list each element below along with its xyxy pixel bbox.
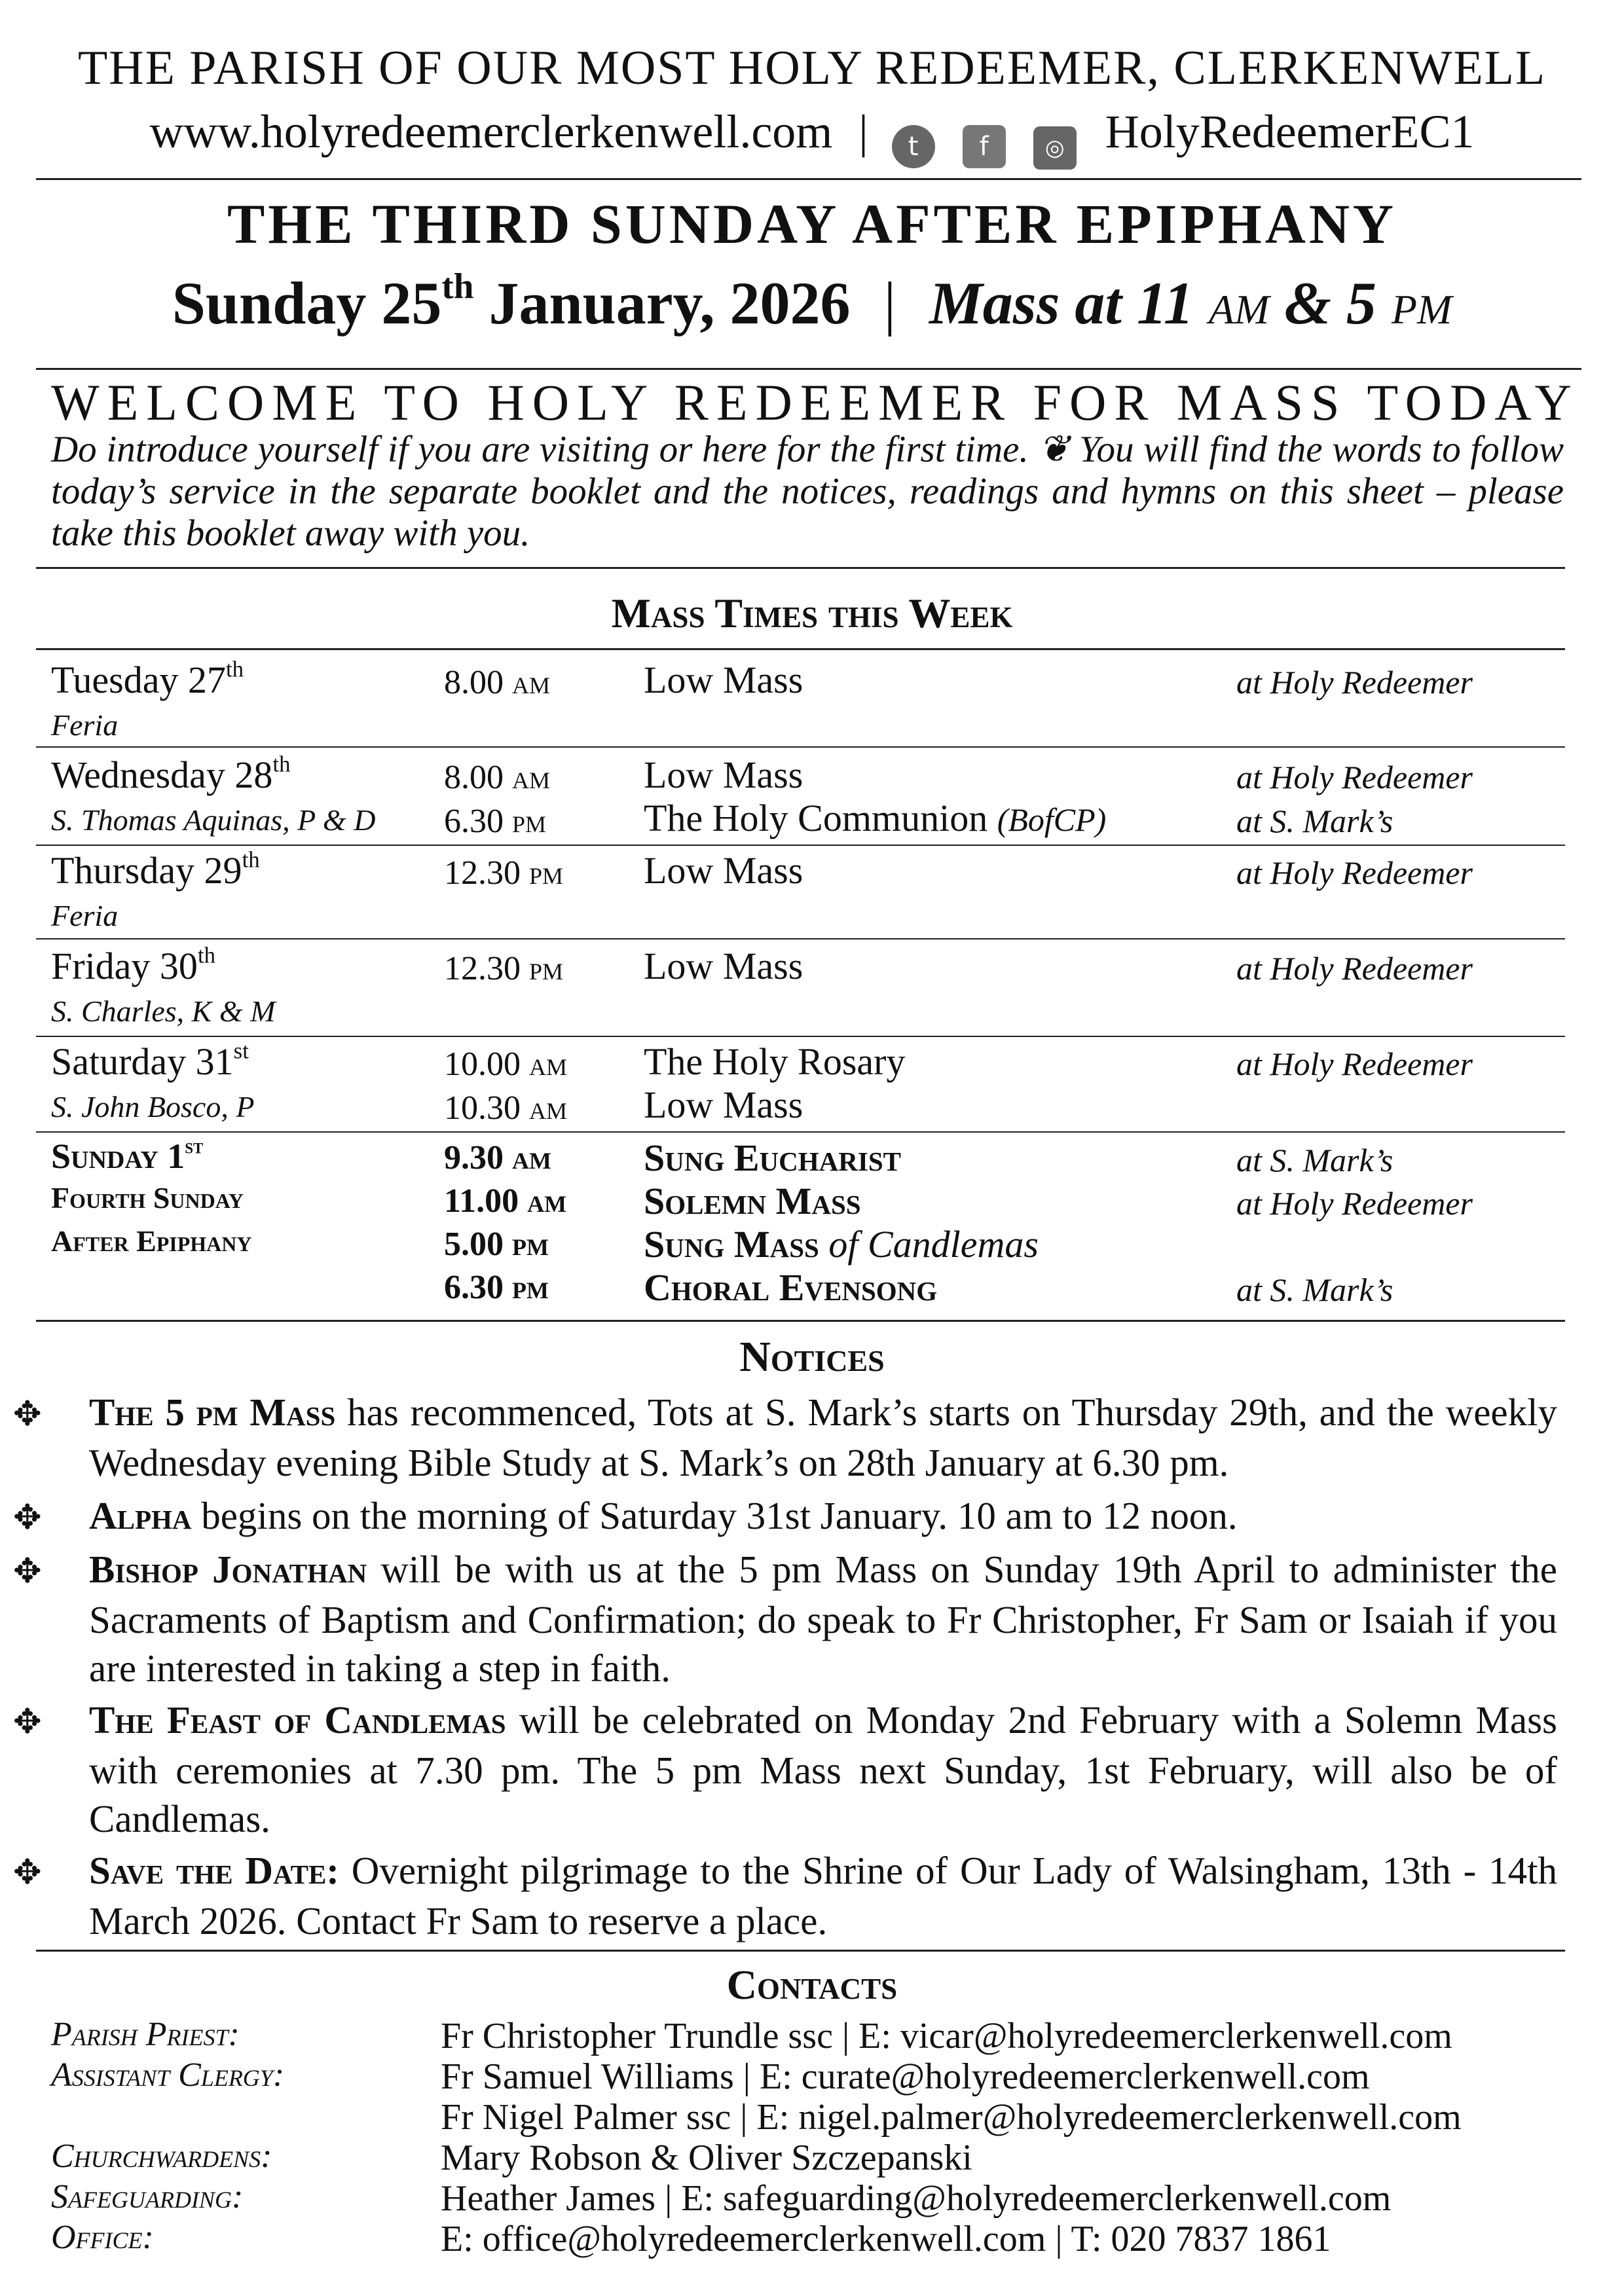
mass-time: 12.30 pm bbox=[444, 950, 564, 987]
contact-role: Office: bbox=[51, 2219, 154, 2256]
mass-time: 10.30 am bbox=[444, 1089, 568, 1127]
service-name: Sung Eucharist bbox=[644, 1137, 901, 1179]
date-sup: th bbox=[441, 266, 474, 306]
mass-time: 8.00 am bbox=[444, 759, 551, 796]
service-name: Low Mass bbox=[644, 945, 803, 987]
mass-pm: pm bbox=[1391, 270, 1452, 337]
sunday-observance-1: Fourth Sunday bbox=[51, 1181, 244, 1214]
service-name: Sung Mass of Candlemas bbox=[644, 1223, 1039, 1266]
website-line bbox=[0, 105, 1624, 170]
service-name: Solemn Mass bbox=[644, 1180, 861, 1222]
service-name: Low Mass bbox=[644, 754, 803, 796]
service-location: at Holy Redeemer bbox=[1236, 1046, 1473, 1082]
cross-bullet-icon: ✥ bbox=[13, 1394, 42, 1434]
row-divider bbox=[36, 1036, 1565, 1037]
cross-bullet-icon: ✥ bbox=[13, 1853, 42, 1892]
day-label: Wednesday 28th bbox=[51, 751, 291, 796]
service-name: The Holy Communion (BofCP) bbox=[644, 797, 1107, 839]
cross-bullet-icon: ✥ bbox=[13, 1702, 42, 1741]
row-divider bbox=[36, 1131, 1565, 1133]
service-name: Low Mass bbox=[644, 849, 803, 892]
notice-item: ✥ Alpha begins on the morning of Saturday 31st January. 10 am to 12 noon. bbox=[51, 1491, 1557, 1542]
day-label: Thursday 29th bbox=[51, 847, 260, 892]
service-location: at Holy Redeemer bbox=[1236, 1185, 1473, 1222]
service-location: at S. Mark’s bbox=[1236, 1271, 1393, 1308]
service-location: at S. Mark’s bbox=[1236, 803, 1393, 839]
mass-time: 6.30 pm bbox=[444, 1269, 549, 1306]
sunday-observance-2: After Epiphany bbox=[51, 1224, 252, 1258]
notice-item: ✥ The Feast of Candlemas will be celebrated on Monday 2nd February with a Solemn Mass with ceremonies at 7.30 pm. The 5 pm Mass next Sunday, 1st February, will also be of Candlemas. bbox=[13, 1698, 1557, 1840]
row-divider bbox=[36, 938, 1565, 939]
contact-role: Assistant Clergy: bbox=[51, 2056, 285, 2094]
contact-row-safeguarding bbox=[51, 2178, 1564, 2218]
contact-details[interactable]: Fr Christopher Trundle ssc | E: vicar@holyredeemerclerkenwell.com bbox=[441, 2016, 1452, 2056]
contact-role: Churchwardens: bbox=[51, 2138, 272, 2175]
mass-time: 9.30 am bbox=[444, 1139, 551, 1176]
service-location: at S. Mark’s bbox=[1236, 1142, 1393, 1178]
mass-times-title: Mass Times this Week bbox=[611, 590, 1013, 636]
service-name: Low Mass bbox=[644, 1084, 803, 1126]
divider bbox=[36, 1950, 1565, 1952]
mass-at: Mass at 11 bbox=[929, 270, 1194, 337]
divider bbox=[36, 567, 1565, 569]
sunday-title: THE THIRD SUNDAY AFTER EPIPHANY bbox=[227, 192, 1397, 255]
facebook-icon[interactable]: f bbox=[963, 125, 1006, 168]
mass-time: 5.00 pm bbox=[444, 1226, 549, 1263]
contact-role: Parish Priest: bbox=[51, 2016, 240, 2053]
cross-bullet-icon: ✥ bbox=[13, 1498, 42, 1537]
contact-details[interactable]: Fr Samuel Williams | E: curate@holyredeemerclerkenwell.com bbox=[441, 2056, 1370, 2097]
notices-title: Notices bbox=[739, 1333, 885, 1381]
parish-name: THE PARISH OF OUR MOST HOLY REDEEMER, CLERKENWELL bbox=[77, 41, 1547, 95]
website-link[interactable]: www.holyredeemerclerkenwell.com bbox=[149, 105, 833, 158]
day-label: Saturday 31st bbox=[51, 1038, 249, 1083]
mass-am: am bbox=[1208, 270, 1270, 337]
day-observance: S. Thomas Aquinas, P & D bbox=[51, 803, 376, 837]
mass-time: 12.30 pm bbox=[444, 854, 564, 892]
welcome-text: Do introduce yourself if you are visiting or here for the first time. ❦ You will find the words to follow today’s service in the separate booklet and the notices, readings and hymns on this sheet – please take this booklet away with you. bbox=[51, 429, 1564, 554]
date-rest: January, 2026 bbox=[473, 270, 851, 337]
divider bbox=[36, 1320, 1565, 1322]
service-location: at Holy Redeemer bbox=[1236, 759, 1473, 795]
mass-amp: & 5 bbox=[1284, 270, 1376, 337]
divider bbox=[36, 368, 1581, 370]
cross-bullet-icon: ✥ bbox=[13, 1552, 42, 1591]
contact-row-office bbox=[51, 2218, 1564, 2259]
divider bbox=[36, 178, 1581, 180]
day-label: Tuesday 27th bbox=[51, 656, 244, 701]
row-divider bbox=[36, 746, 1565, 748]
welcome-title: WELCOME TO HOLY REDEEMER FOR MASS TODAY bbox=[51, 374, 1579, 431]
day-observance: Feria bbox=[51, 899, 119, 932]
day-observance: S. John Bosco, P bbox=[51, 1090, 255, 1123]
day-observance: S. Charles, K & M bbox=[51, 994, 276, 1028]
contact-details: Mary Robson & Oliver Szczepanski bbox=[441, 2138, 972, 2178]
contact-row-assistant-clergy-2 bbox=[51, 2096, 1564, 2137]
service-name: The Holy Rosary bbox=[644, 1040, 906, 1083]
divider bbox=[36, 648, 1565, 650]
date-separator: | bbox=[883, 270, 896, 337]
notice-item: ✥ Bishop Jonathan will be with us at the 5 pm Mass on Sunday 19th April to administer the Sacraments of Baptism and Confirmation; do speak to Fr Christopher, Fr Sam or Isaiah if you are interested in taking a step in faith. bbox=[13, 1548, 1557, 1690]
service-location: at Holy Redeemer bbox=[1236, 950, 1473, 987]
contact-row-churchwardens bbox=[51, 2137, 1564, 2178]
notice-item: ✥ The 5 pm Mass has recommenced, Tots at S. Mark’s starts on Thursday 29th, and the weekly Wednesday evening Bible Study at S. Mark’s on 28th January at 6.30 pm. bbox=[13, 1391, 1557, 1484]
service-name: Choral Evensong bbox=[644, 1266, 938, 1309]
service-name: Low Mass bbox=[644, 659, 803, 701]
instagram-icon[interactable]: ◎ bbox=[1033, 126, 1077, 170]
mass-time: 6.30 pm bbox=[444, 803, 547, 840]
contact-role: Safeguarding: bbox=[51, 2178, 244, 2215]
contact-details[interactable]: Heather James | E: safeguarding@holyredeemerclerkenwell.com bbox=[441, 2178, 1392, 2219]
contact-row-assistant-clergy bbox=[51, 2056, 1564, 2096]
day-label: Sunday 1st bbox=[51, 1135, 204, 1176]
contacts-title: Contacts bbox=[726, 1961, 898, 2008]
social-handle: HolyRedeemerEC1 bbox=[1105, 105, 1475, 158]
day-observance: Feria bbox=[51, 708, 119, 742]
service-date-line bbox=[0, 268, 1624, 338]
contact-row-parish-priest bbox=[51, 2015, 1564, 2056]
notice-item: ✥ Save the Date: Overnight pilgrimage to the Shrine of Our Lady of Walsingham, 13th - 14th March 2026. Contact Fr Sam to reserve a place. bbox=[13, 1849, 1557, 1942]
contact-details[interactable]: Fr Nigel Palmer ssc | E: nigel.palmer@holyredeemerclerkenwell.com bbox=[441, 2097, 1462, 2138]
mass-time: 10.00 am bbox=[444, 1046, 568, 1083]
date-day: Sunday 25 bbox=[172, 270, 442, 337]
contact-details[interactable]: E: office@holyredeemerclerkenwell.com | T: 020 7837 1861 bbox=[441, 2219, 1331, 2259]
twitter-icon[interactable]: t bbox=[892, 125, 935, 168]
service-location: at Holy Redeemer bbox=[1236, 664, 1473, 701]
service-location: at Holy Redeemer bbox=[1236, 854, 1473, 891]
header-separator: | bbox=[858, 105, 868, 158]
mass-time: 11.00 am bbox=[444, 1182, 567, 1220]
day-label: Friday 30th bbox=[51, 942, 216, 987]
mass-time: 8.00 am bbox=[444, 664, 551, 701]
row-divider bbox=[36, 845, 1565, 846]
